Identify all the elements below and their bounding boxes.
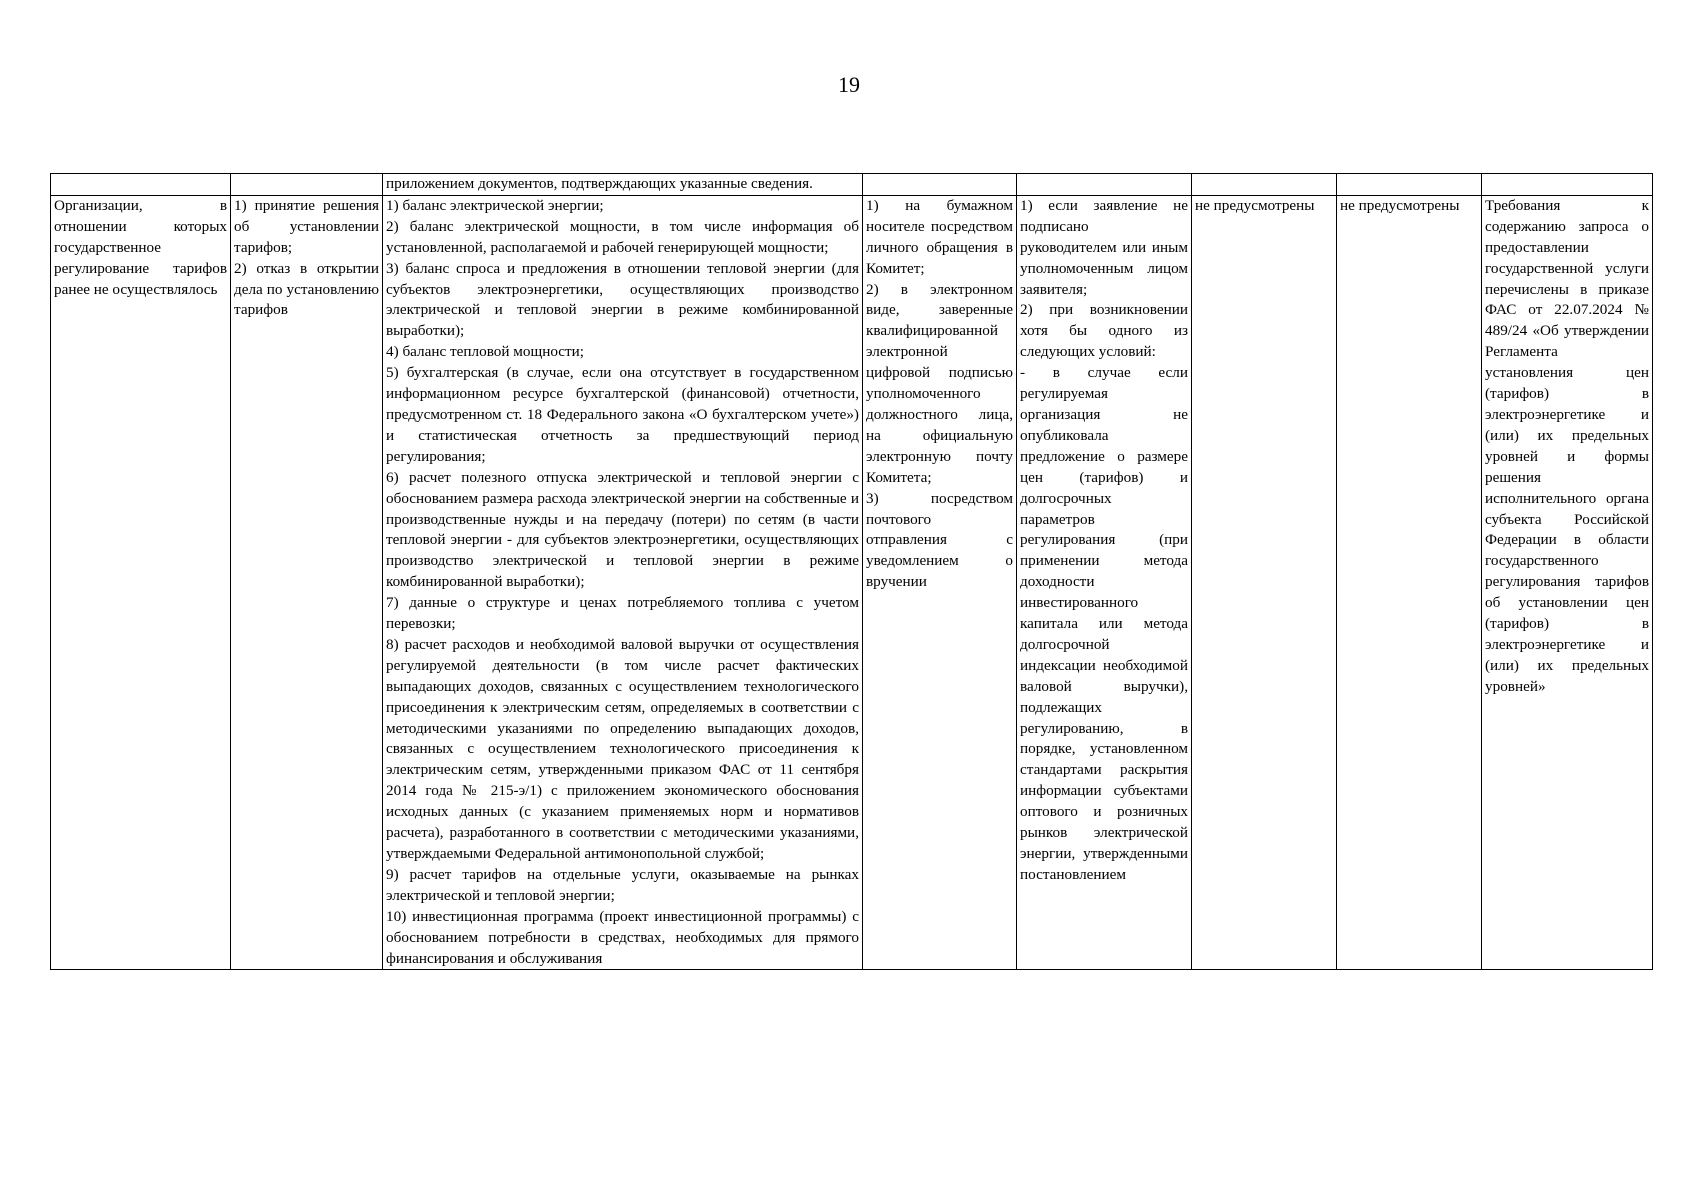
cell-empty: [231, 174, 383, 196]
cell-documents: [383, 195, 863, 970]
result-item: 1) принятие решения об установлении тарифов;: [234, 196, 379, 256]
document-item: 2) баланс электрической мощности, в том числе информация об установленной, располагаемой и рабочей генерирующей мощности;: [386, 217, 859, 256]
cell-empty: [863, 174, 1017, 196]
refusal-item: 1) если заявление не подписано руководителем или иным уполномоченным лицом заявителя;: [1020, 196, 1188, 298]
submission-item: 3) посредством почтового отправления с уведомлением о вручении: [866, 489, 1013, 591]
cell-empty: [51, 174, 231, 196]
refusal-item: 2) при возникновении хотя бы одного из следующих условий:: [1020, 301, 1188, 361]
cell-empty: [1017, 174, 1192, 196]
table-row: [51, 195, 1653, 970]
cell-applicant: Организации, в отношении которых государственное регулирование тарифов ранее не осуществлялось: [51, 195, 231, 970]
services-table: [50, 173, 1653, 970]
table-row-continuation: [51, 174, 1653, 196]
submission-item: 2) в электронном виде, заверенные квалифицированной электронной цифровой подписью уполномоченного должностного лица, на официальную электронную почту Комитета;: [866, 280, 1013, 486]
document-item: 7) данные о структуре и ценах потребляемого топлива с учетом перевозки;: [386, 594, 859, 633]
cell-documents-continuation: приложением документов, подтверждающих указанные сведения.: [383, 174, 863, 196]
cell-col7: не предусмотрены: [1337, 195, 1482, 970]
page-number: 19: [838, 72, 860, 97]
cell-requirements: Требования к содержанию запроса о предоставлении государственной услуги перечислены в приказе ФАС от 22.07.2024 № 489/24 «Об утверждении Регламента установления цен (тарифов) в электроэнергетике и (или) их предельных уровней и формы решения исполнительного органа субъекта Российской Федерации в области государственного регулирования тарифов об установлении цен (тарифов) в электроэнергетике и (или) их предельных уровней»: [1482, 195, 1653, 970]
document-item: 10) инвестиционная программа (проект инвестиционной программы) с обоснованием потребности в средствах, необходимых для прямого финансирования и обслуживания: [386, 907, 859, 967]
cell-empty: [1192, 174, 1337, 196]
cell-empty: [1482, 174, 1653, 196]
document-item: 6) расчет полезного отпуска электрической и тепловой энергии с обоснованием размера расхода электрической энергии на собственные и производственные нужды и на передачу (потери) по сетям (в части тепловой энергии - для субъектов электроэнергетики, осуществляющих производство электрической и тепловой энергии в режиме комбинированной выработки);: [386, 468, 859, 591]
submission-item: 1) на бумажном носителе посредством личного обращения в Комитет;: [866, 196, 1013, 277]
cell-empty: [1337, 174, 1482, 196]
cell-result: [231, 195, 383, 970]
cell-col6: не предусмотрены: [1192, 195, 1337, 970]
cell-refusal-grounds: [1017, 195, 1192, 970]
cell-submission-method: [863, 195, 1017, 970]
document-item: 1) баланс электрической энергии;: [386, 196, 604, 214]
result-item: 2) отказ в открытии дела по установлению тарифов: [234, 259, 379, 319]
document-item: 3) баланс спроса и предложения в отношении тепловой энергии (для субъектов электроэнергетики, осуществляющих производство электрической и тепловой энергии в режиме комбинированной выработки);: [386, 259, 859, 340]
refusal-item: - в случае если регулируемая организация не опубликовала предложение о размере цен (тарифов) и долгосрочных параметров регулирования (при применении метода доходности инвестированного капитала или метода долгосрочной индексации необходимой валовой выручки), подлежащих регулированию, в порядке, установленном стандартами раскрытия информации субъектами оптового и розничных рынков электрической энергии, утвержденными постановлением: [1020, 364, 1188, 883]
document-item: 4) баланс тепловой мощности;: [386, 343, 585, 361]
document-item: 9) расчет тарифов на отдельные услуги, оказываемые на рынках электрической и тепловой энергии;: [386, 865, 859, 904]
document-item: 8) расчет расходов и необходимой валовой выручки от осуществления регулируемой деятельности (в том числе расчет фактических выпадающих доходов, связанных с осуществлением технологического присоединения к электрическим сетям, определяемых в соответствии с методическими указаниями по определению выпадающих доходов, связанных с осуществлением технологического присоединения к электрическим сетям, утвержденными приказом ФАС от 11 сентября 2014 года № 215-э/1) с приложением экономического обоснования исходных данных (с указанием применяемых норм и нормативов расчета), разработанного в соответствии с методическими указаниями, утверждаемыми Федеральной антимонопольной службой;: [386, 635, 859, 862]
document-item: 5) бухгалтерская (в случае, если она отсутствует в государственном информационном ресурсе бухгалтерской (финансовой) отчетности, предусмотренном ст. 18 Федерального закона «О бухгалтерском учете») и статистическая отчетность за предшествующий период регулирования;: [386, 364, 859, 465]
